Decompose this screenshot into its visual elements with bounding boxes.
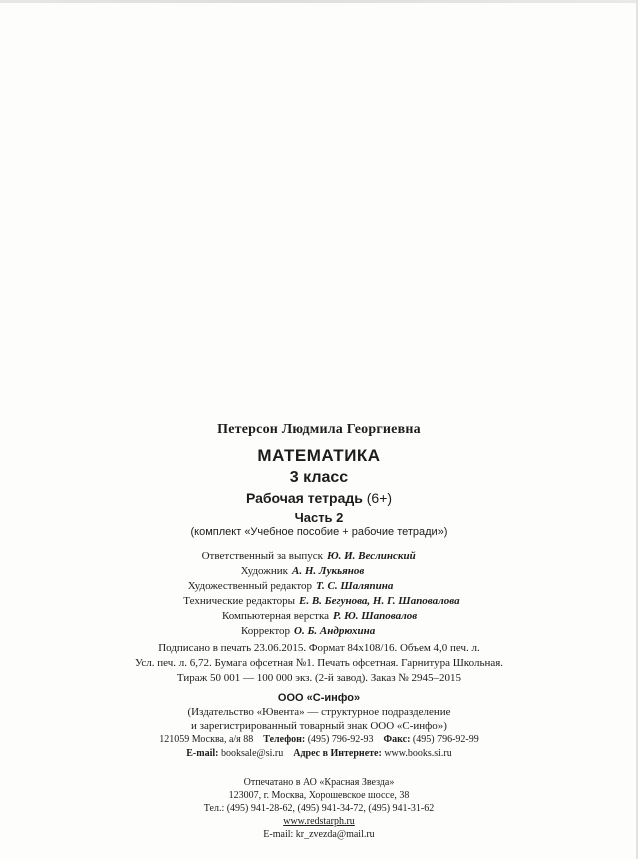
credit-name: Т. С. Шаляпина [316, 580, 394, 592]
book-kit-note: (комплект «Учебное пособие + рабочие тетради») [190, 526, 448, 538]
email-value: booksale@si.ru [220, 748, 284, 759]
author-name: Петерсон Людмила Георгиевна [217, 422, 421, 437]
email-label: E-mail: [186, 748, 219, 759]
contacts-row [0, 733, 638, 747]
printer-line: Отпечатано в АО «Красная Звезда» [243, 777, 395, 788]
printer-block [0, 776, 638, 841]
book-part: Часть 2 [294, 510, 344, 525]
credit-row [0, 624, 638, 639]
credits-list [0, 549, 638, 639]
imprint-line: Усл. печ. л. 6,72. Бумага офсетная №1. Печать офсетная. Гарнитура Школьная. [134, 657, 504, 669]
publisher-contacts [0, 733, 638, 761]
age-rating: (6+) [366, 490, 393, 506]
phone-label: Телефон: [263, 734, 306, 745]
printer-line: 123007, г. Москва, Хорошевское шоссе, 38 [228, 790, 410, 801]
publisher-line: (Издательство «Ювента» — структурное подразделение [187, 706, 451, 718]
printer-line: Тел.: (495) 941-28-62, (495) 941-34-72, (495) 941-31-62 [203, 803, 435, 814]
publisher-address: 121059 Москва, а/я 88 [159, 734, 254, 745]
printer-website-link[interactable]: www.redstarph.ru [283, 816, 355, 827]
credit-role: Художник [240, 565, 288, 577]
credit-role: Компьютерная верстка [221, 610, 329, 622]
credit-name: О. Б. Андрюхина [294, 625, 376, 637]
printer-email: E-mail: kr_zvezda@mail.ru [263, 829, 375, 840]
credit-role: Технические редакторы [183, 595, 295, 607]
credit-row [0, 579, 638, 594]
phone-value: (495) 796-92-93 [307, 734, 374, 745]
credit-name: А. Н. Лукьянов [292, 565, 365, 577]
credit-role: Ответственный за выпуск [201, 550, 323, 562]
credit-name: Е. В. Бегунова, Н. Г. Шаповалова [299, 595, 460, 607]
imprint-line: Подписано в печать 23.06.2015. Формат 84х108/16. Объем 4,0 печ. л. [158, 642, 480, 654]
publisher-line: и зарегистрированный товарный знак ООО «С-инфо») [191, 720, 447, 732]
credit-row [0, 564, 638, 579]
fax-value: (495) 796-92-99 [412, 734, 479, 745]
imprint-block [0, 641, 638, 686]
book-grade: 3 класс [289, 469, 349, 486]
contacts-row [0, 747, 638, 761]
book-subtitle [0, 490, 638, 506]
imprint-line: Тираж 50 001 — 100 000 экз. (2-й завод). Заказ № 2945–2015 [176, 672, 462, 684]
web-value: www.books.si.ru [384, 748, 452, 759]
credit-role: Корректор [240, 625, 290, 637]
publisher-name: ООО «С-инфо» [277, 692, 361, 704]
publisher-block [0, 691, 638, 733]
credit-row [0, 609, 638, 624]
subtitle-text: Рабочая тетрадь [245, 490, 363, 506]
scan-top-edge [0, 0, 638, 3]
credit-row [0, 594, 638, 609]
web-label: Адрес в Интернете: [293, 748, 382, 759]
book-title: МАТЕМАТИКА [257, 446, 381, 465]
credit-name: Ю. И. Веслинский [327, 550, 416, 562]
credit-role: Художественный редактор [187, 580, 312, 592]
credit-name: Р. Ю. Шаповалов [333, 610, 418, 622]
fax-label: Факс: [383, 734, 411, 745]
credit-row [0, 549, 638, 564]
